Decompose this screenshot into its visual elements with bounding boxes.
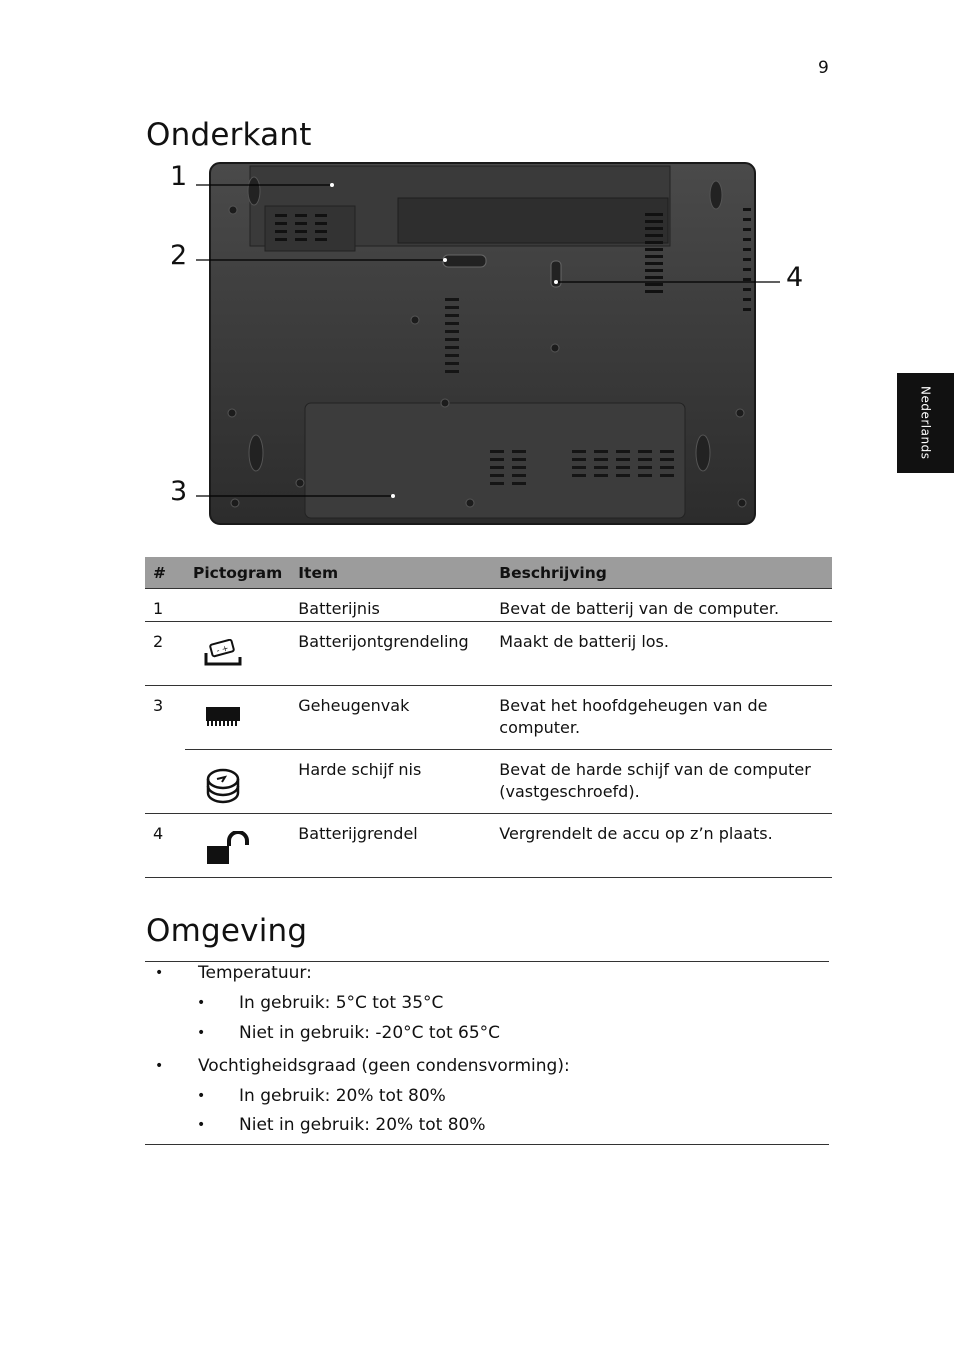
col-header-number: #	[145, 557, 185, 589]
battery-release-icon	[203, 639, 243, 669]
bullet-icon: •	[155, 965, 164, 981]
page-number: 9	[818, 58, 829, 78]
row-number: 4	[145, 814, 185, 878]
row-item: Batterijontgrendeling	[290, 622, 491, 686]
row-icon-cell	[185, 750, 290, 814]
list-item: In gebruik: 20% tot 80%	[239, 1086, 446, 1106]
row-description: Bevat de harde schijf van de computer (vastgeschroefd).	[491, 750, 832, 814]
bullet-icon: •	[197, 1088, 206, 1104]
table-row	[145, 589, 832, 622]
callout-3: 3	[170, 476, 188, 507]
laptop-bottom-illustration	[160, 158, 810, 538]
row-number: 1	[145, 589, 185, 622]
row-item: Geheugenvak	[298, 696, 410, 715]
language-side-tab: Nederlands	[897, 373, 954, 473]
row-number: 2	[145, 622, 185, 686]
row-icon-cell	[185, 814, 290, 878]
environment-list	[145, 961, 829, 1145]
row-item: Batterijgrendel	[290, 814, 491, 878]
bullet-icon: •	[197, 995, 206, 1011]
row-description: Maakt de batterij los.	[491, 622, 832, 686]
table-row	[145, 750, 832, 814]
col-header-icon: Pictogram	[185, 557, 290, 589]
hard-disk-icon	[203, 767, 243, 805]
bullet-icon: •	[197, 1025, 206, 1041]
list-item: Niet in gebruik: 20% tot 80%	[239, 1115, 486, 1135]
callout-1: 1	[170, 161, 188, 192]
row-icon-cell	[185, 622, 290, 686]
row-description: Bevat de batterij van de computer.	[491, 589, 832, 622]
component-table	[145, 557, 832, 878]
row-description: Vergrendelt de accu op z’n plaats.	[491, 814, 832, 878]
row-number: 3	[145, 686, 185, 814]
bullet-icon: •	[155, 1058, 164, 1074]
row-item: Batterijnis	[290, 589, 491, 622]
table-header-row	[145, 557, 832, 589]
list-item: Vochtigheidsgraad (geen condensvorming):	[198, 1056, 570, 1076]
callout-2: 2	[170, 240, 188, 271]
col-header-item: Item	[290, 557, 491, 589]
table-row	[145, 622, 832, 686]
laptop-bottom-figure	[160, 158, 810, 538]
section-title-omgeving: Omgeving	[146, 913, 308, 949]
section-title-onderkant: Onderkant	[146, 117, 312, 153]
col-header-description: Beschrijving	[491, 557, 832, 589]
callout-4: 4	[786, 262, 804, 293]
row-icon-cell	[185, 686, 290, 750]
row-item: Harde schijf nis	[290, 750, 491, 814]
bullet-icon: •	[197, 1117, 206, 1133]
memory-icon	[203, 703, 243, 729]
svg-text:- +: - +	[215, 643, 230, 656]
table-row	[145, 686, 832, 750]
row-icon-cell	[185, 589, 290, 622]
row-description: Bevat het hoofdgeheugen van de computer.	[499, 696, 768, 737]
battery-lock-icon	[203, 831, 259, 867]
list-item: In gebruik: 5°C tot 35°C	[239, 993, 444, 1013]
list-item: Temperatuur:	[198, 963, 312, 983]
table-row	[145, 814, 832, 878]
list-item: Niet in gebruik: -20°C tot 65°C	[239, 1023, 501, 1043]
